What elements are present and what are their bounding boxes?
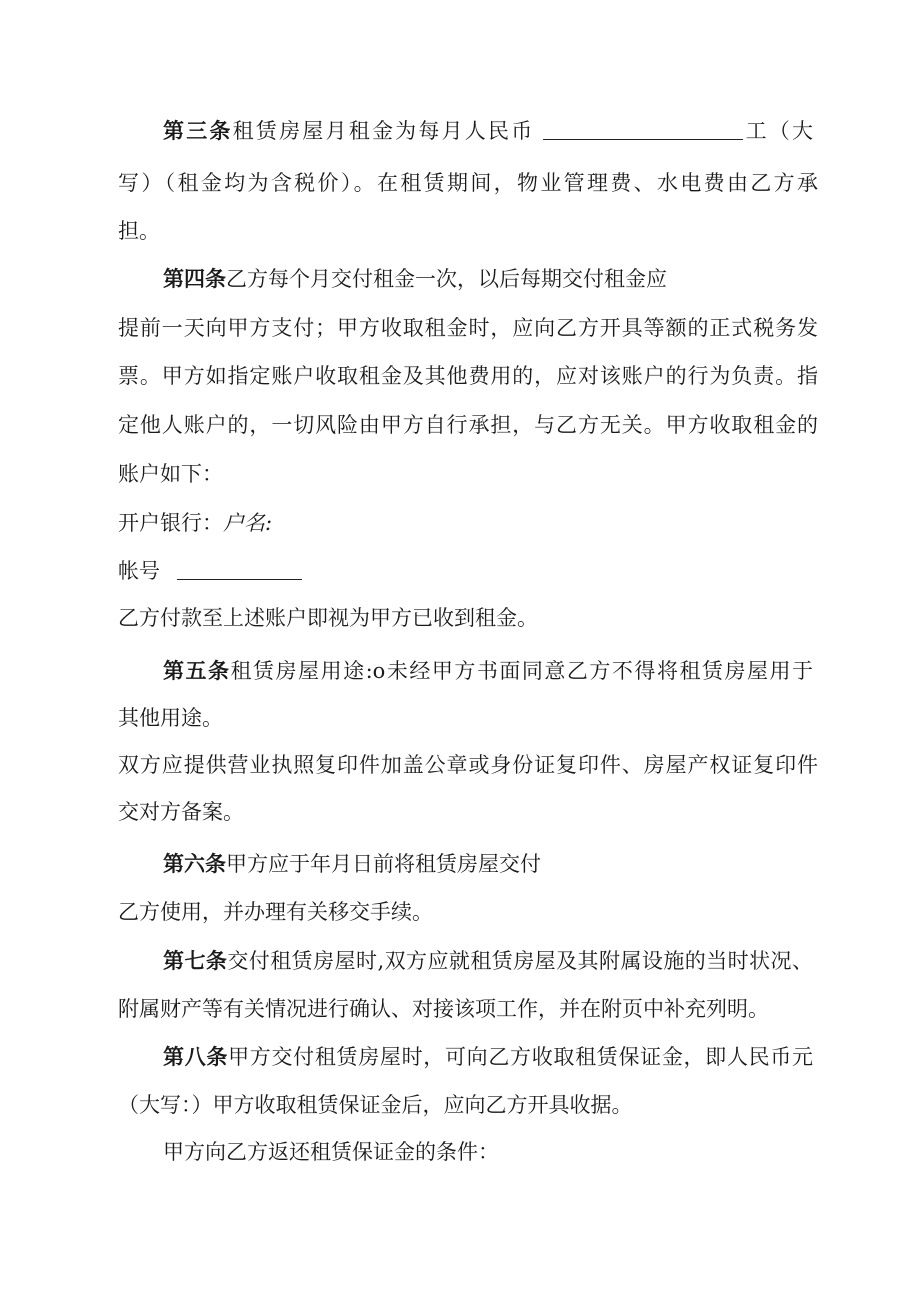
clause-3-line-1 [163, 116, 813, 146]
clause-3-line-2: 写）（租金均为含税价）。在租赁期间，物业管理费、水电费由乙方承 [118, 171, 818, 195]
clause-5-line-1 [163, 656, 813, 686]
clause-8-line-3: 甲方向乙方返还租赁保证金的条件： [163, 1140, 499, 1164]
clause-4-line-2: 提前一天向甲方支付；甲方收取租金时，应向乙方开具等额的正式税务发 [118, 316, 818, 340]
clause-6-line-1 [163, 849, 813, 879]
rent-amount-blank[interactable] [543, 117, 743, 140]
clause-5-text: 租赁房屋用途:o未经甲方书面同意乙方不得将租赁房屋用于 [230, 659, 813, 683]
clause-7-heading: 第七条 [163, 948, 228, 973]
clause-7-text: 交付租赁房屋时,双方应就租赁房屋及其附属设施的当时状况、 [227, 949, 813, 973]
clause-5-line-4: 交对方备案。 [118, 800, 244, 824]
clause-5-line-2: 其他用途。 [118, 706, 223, 730]
clause-5-heading: 第五条 [163, 658, 231, 683]
bank-label: 开户银行： [118, 511, 223, 535]
clause-4-heading: 第四条 [163, 266, 226, 291]
clause-8-heading: 第八条 [163, 1044, 229, 1069]
clause-3-heading: 第三条 [163, 118, 233, 143]
account-label: 帐号 [118, 559, 160, 583]
payment-note: 乙方付款至上述账户即视为甲方已收到租金。 [118, 606, 538, 630]
clause-5-line-3: 双方应提供营业执照复印件加盖公章或身份证复印件、房屋产权证复印件 [118, 753, 818, 777]
clause-6-heading: 第六条 [163, 851, 226, 876]
clause-4-line-4: 定他人账户的，一切风险由甲方自行承担，与乙方无关。甲方收取租金的 [118, 413, 818, 437]
clause-3-line-3: 担。 [118, 219, 160, 243]
account-line [118, 556, 818, 586]
clause-3-text: 租赁房屋月租金为每月人民币 [232, 119, 535, 143]
clause-8-text: 甲方交付租赁房屋时，可向乙方收取租赁保证金，即人民币元 [228, 1045, 814, 1069]
bank-line [118, 508, 818, 538]
clause-3-text-end: 工（大 [743, 119, 814, 143]
clause-4-line-3: 票。甲方如指定账户收取租金及其他费用的，应对该账户的行为负责。指 [118, 364, 818, 388]
clause-6-text: 甲方应于年月日前将租赁房屋交付 [226, 852, 541, 876]
clause-4-line-1 [163, 264, 813, 294]
clause-8-line-2: （大写：）甲方收取租赁保证金后，应向乙方开具收据。 [118, 1093, 633, 1117]
clause-4-line-5: 账户如下： [118, 462, 223, 486]
account-holder-label: 户名: [223, 511, 273, 535]
clause-4-text: 乙方每个月交付租金一次，以后每期交付租金应 [226, 267, 667, 291]
account-number-blank[interactable] [177, 557, 302, 580]
clause-8-line-1 [163, 1042, 813, 1072]
clause-6-line-2: 乙方使用，并办理有关移交手续。 [118, 900, 433, 924]
clause-7-line-1 [163, 946, 813, 976]
clause-7-line-2: 附属财产等有关情况进行确认、对接该项工作，并在附页中补充列明。 [118, 997, 769, 1021]
